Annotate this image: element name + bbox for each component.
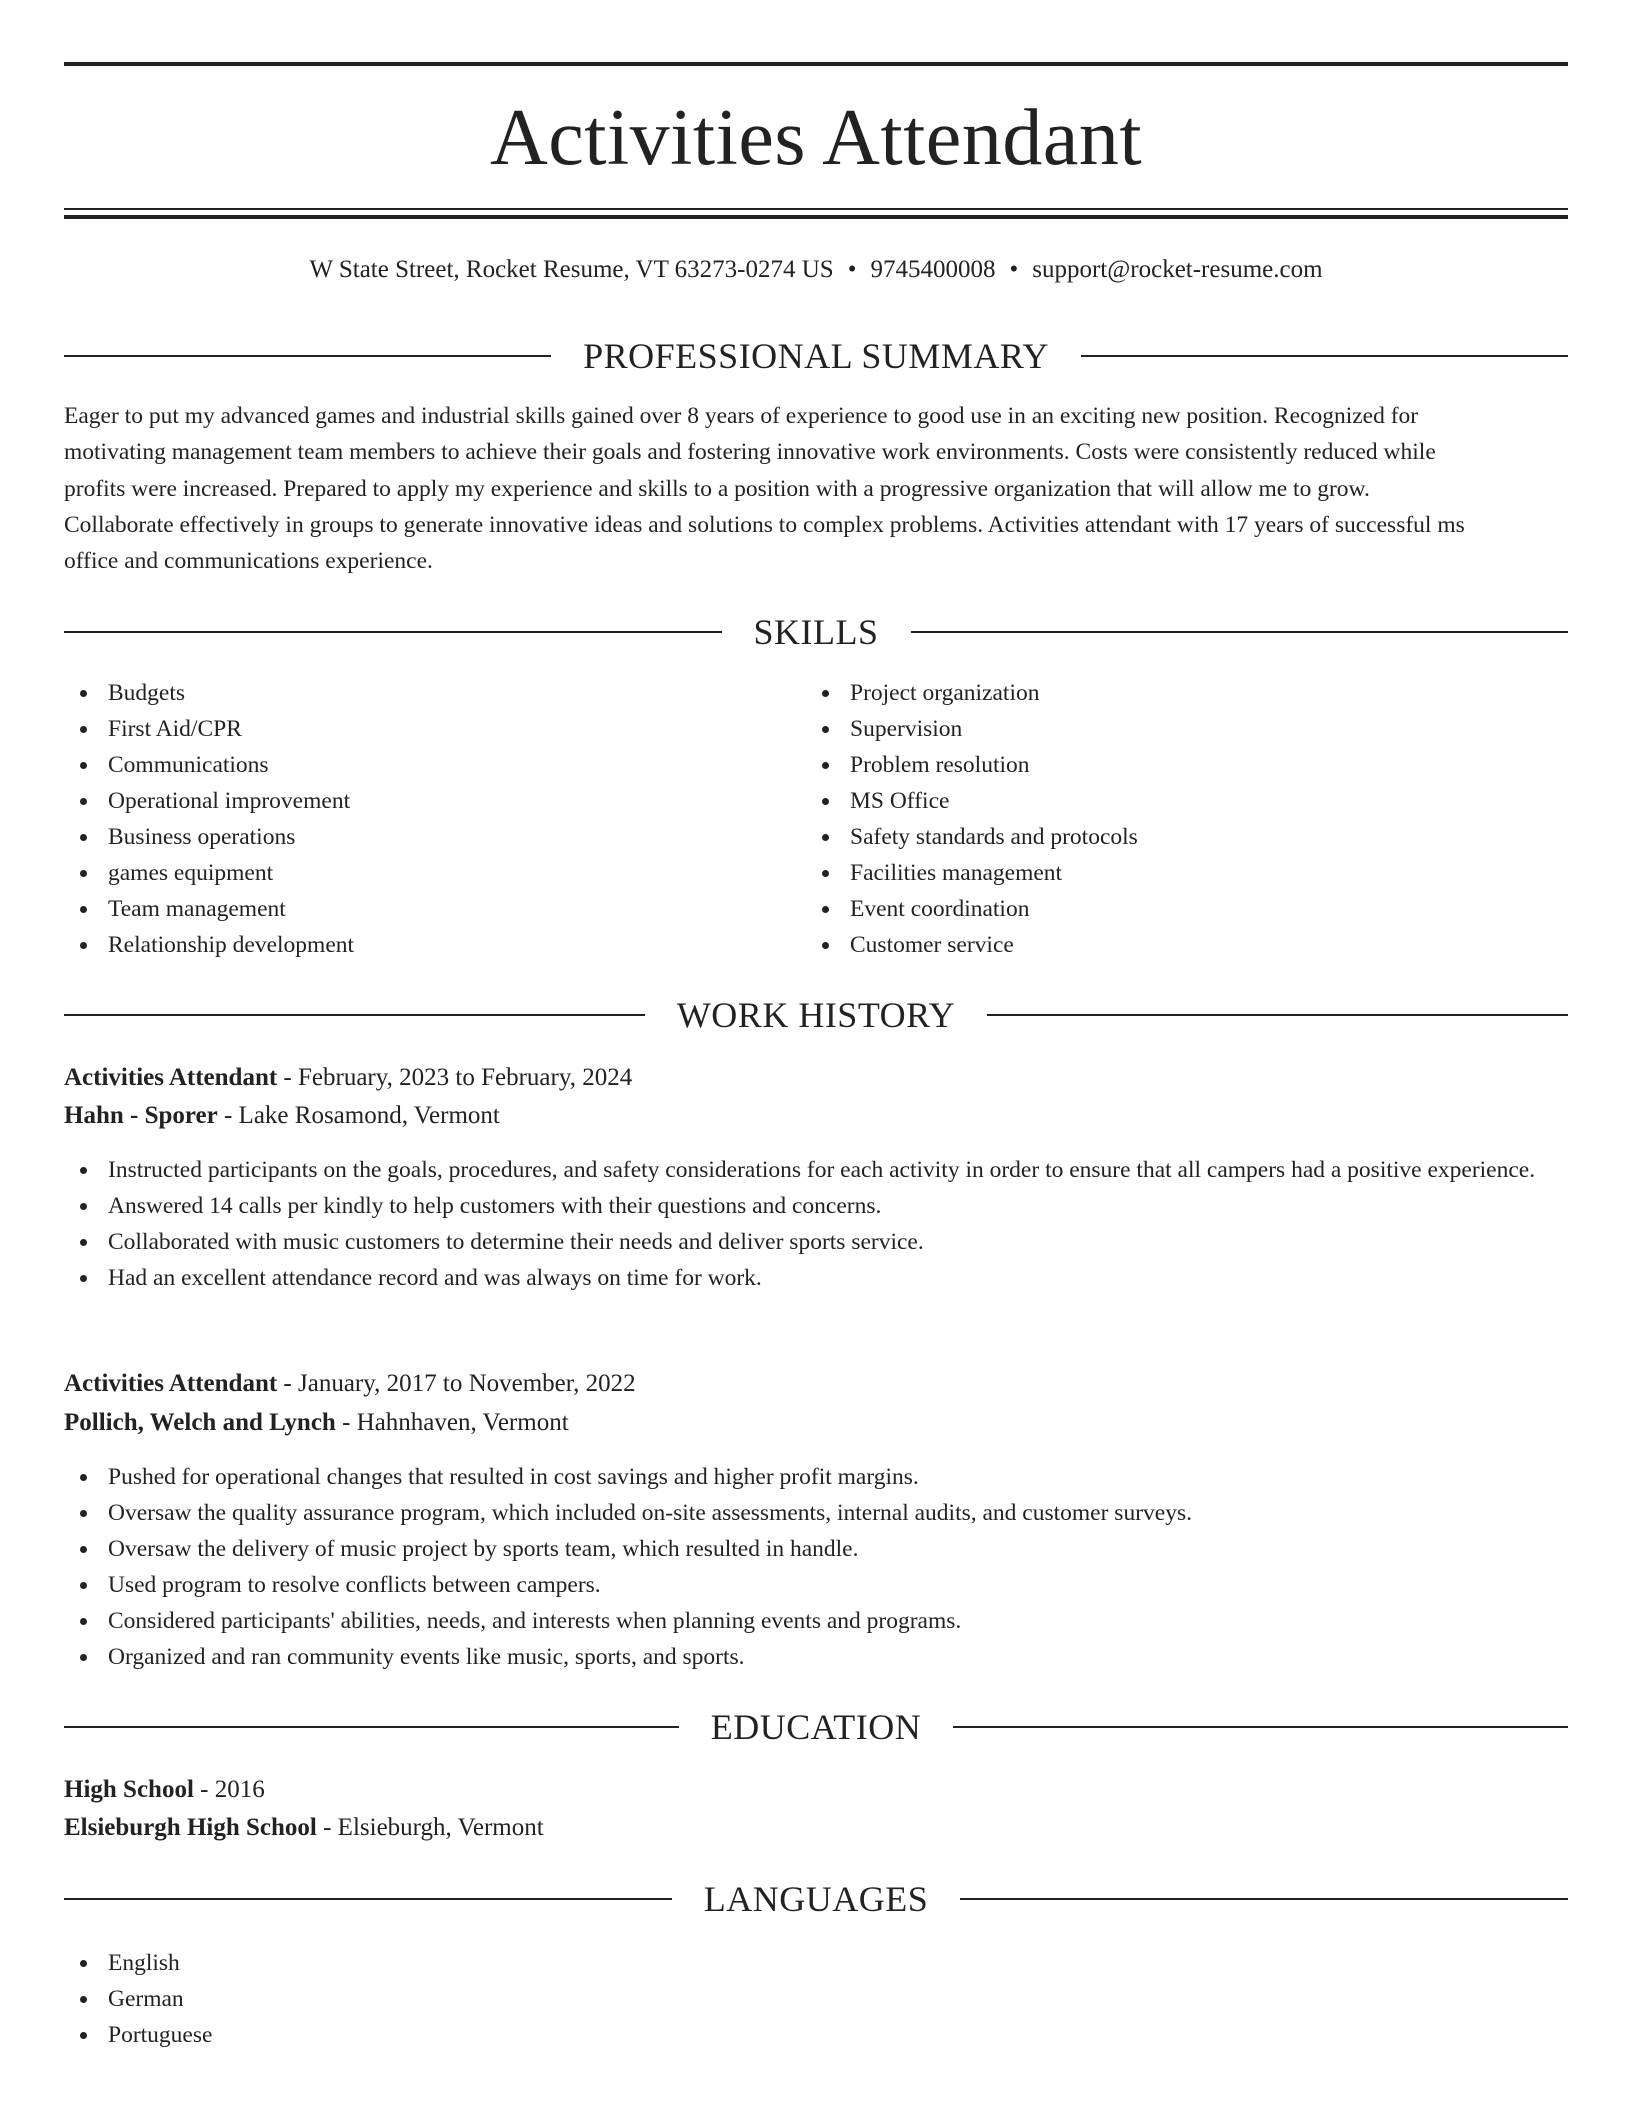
contact-separator: • [847,256,857,283]
heading-rule-right [960,1898,1568,1900]
skill-item: Budgets [64,675,764,711]
job-duties-list [64,1459,1568,1675]
duty-item: Used program to resolve conflicts between campers. [64,1567,1568,1603]
job-title: Activities Attendant [64,1064,278,1091]
language-item: German [64,1981,1568,2017]
skill-item: Team management [64,891,764,927]
duty-item: Pushed for operational changes that resulted in cost savings and higher profit margins. [64,1459,1568,1495]
job-dates: - January, 2017 to November, 2022 [283,1370,636,1397]
school-name: Elsieburgh High School [64,1814,317,1841]
duty-item: Instructed participants on the goals, procedures, and safety considerations for each activity in order to ensure that all campers had a positive experience. [64,1152,1568,1188]
duty-item: Organized and ran community events like music, sports, and sports. [64,1639,1568,1675]
contact-address: W State Street, Rocket Resume, VT 63273-0274 US [309,256,834,283]
name-rule-thin [64,208,1568,210]
skill-item: Customer service [806,927,1506,963]
summary-line: profits were increased. Prepared to apply my experience and skills to a position with a progressive organization that will allow me to grow. [64,475,1370,502]
job-title: Activities Attendant [64,1370,278,1397]
skill-item: Communications [64,747,764,783]
summary-line: office and communications experience. [64,548,433,575]
employer-name: Hahn - Sporer [64,1102,218,1129]
skills-title: SKILLS [753,612,879,652]
language-item: Portuguese [64,2017,1568,2053]
name-rule-thick [64,215,1568,219]
job-employer-line [64,1097,1568,1135]
skills-heading [64,610,1568,654]
job-employer-line [64,1404,1568,1442]
employer-location: - Lake Rosamond, Vermont [223,1102,500,1129]
top-rule [64,62,1568,66]
job-dates: - February, 2023 to February, 2024 [283,1064,633,1091]
summary-title: PROFESSIONAL SUMMARY [583,336,1049,376]
skill-item: Supervision [806,711,1506,747]
heading-rule-left [64,1898,672,1900]
work-title: WORK HISTORY [676,995,956,1035]
skills-list-left [64,675,764,963]
duty-item: Oversaw the delivery of music project by sports team, which resulted in handle. [64,1531,1568,1567]
education-degree-line [64,1771,1568,1809]
work-heading [64,993,1568,1037]
summary-line: Collaborate effectively in groups to generate innovative ideas and solutions to complex problems. Activities attendant with 17 years of successful ms [64,511,1465,538]
languages-heading [64,1877,1568,1921]
heading-rule-left [64,1726,679,1728]
skill-item: Business operations [64,819,764,855]
education-school-line [64,1809,1568,1847]
duty-item: Considered participants' abilities, needs, and interests when planning events and programs. [64,1603,1568,1639]
skill-item: Safety standards and protocols [806,819,1506,855]
skill-item: Event coordination [806,891,1506,927]
skill-item: First Aid/CPR [64,711,764,747]
job-title-line [64,1365,1568,1403]
duty-item: Oversaw the quality assurance program, which included on-site assessments, internal audits, and customer surveys. [64,1495,1568,1531]
skill-item: MS Office [806,783,1506,819]
languages-title: LANGUAGES [703,1879,929,1919]
duty-item: Had an excellent attendance record and was always on time for work. [64,1260,1568,1296]
skill-item: games equipment [64,855,764,891]
contact-email: support@rocket-resume.com [1032,256,1323,283]
education-year: - 2016 [200,1776,265,1803]
heading-rule-right [911,631,1569,633]
education-title: EDUCATION [710,1707,922,1747]
skills-list-right [806,675,1506,963]
skill-item: Project organization [806,675,1506,711]
job-title-line [64,1059,1568,1097]
languages-list [64,1945,1568,2053]
job-duties-list [64,1152,1568,1296]
contact-line [64,252,1568,288]
contact-separator: • [1009,256,1019,283]
candidate-name: Activities Attendant [489,94,1143,182]
heading-rule-right [1081,355,1568,357]
heading-rule-left [64,355,551,357]
employer-name: Pollich, Welch and Lynch [64,1409,336,1436]
heading-rule-right [987,1014,1568,1016]
duty-item: Collaborated with music customers to determine their needs and deliver sports service. [64,1224,1568,1260]
education-degree: High School [64,1776,194,1803]
skill-item: Operational improvement [64,783,764,819]
summary-heading [64,334,1568,378]
summary-line: Eager to put my advanced games and industrial skills gained over 8 years of experience to good use in an exciting new position. Recognized for [64,403,1419,429]
skill-item: Facilities management [806,855,1506,891]
school-location: - Elsieburgh, Vermont [323,1814,544,1841]
employer-location: - Hahnhaven, Vermont [342,1409,569,1436]
education-heading [64,1705,1568,1749]
heading-rule-left [64,1014,645,1016]
contact-phone: 9745400008 [870,256,996,283]
skill-item: Problem resolution [806,747,1506,783]
duty-item: Answered 14 calls per kindly to help customers with their questions and concerns. [64,1188,1568,1224]
summary-line: motivating management team members to achieve their goals and fostering innovative work environments. Costs were consistently reduced while [64,439,1436,466]
language-item: English [64,1945,1568,1981]
skill-item: Relationship development [64,927,764,963]
heading-rule-left [64,631,722,633]
heading-rule-right [953,1726,1568,1728]
summary-text [64,398,1568,579]
